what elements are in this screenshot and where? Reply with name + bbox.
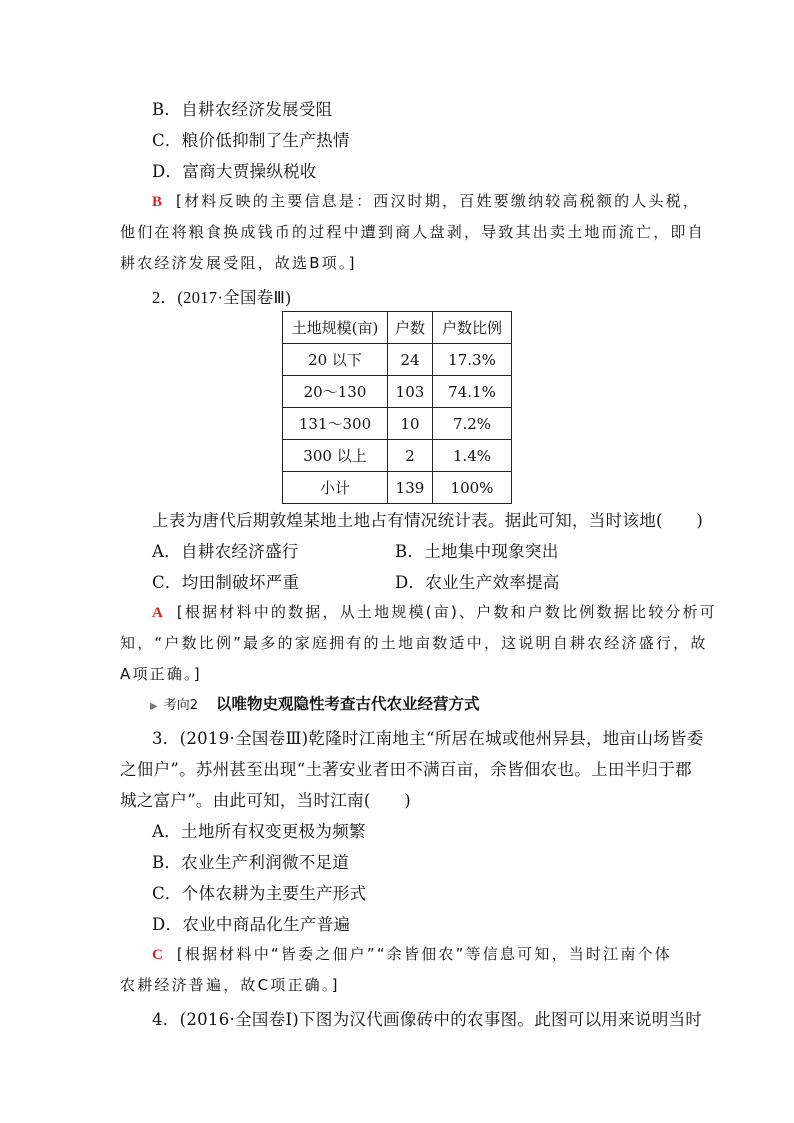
q3-explanation-line-2: 农耕经济普遍，故C项正确。] xyxy=(120,976,340,994)
table-cell: 1.4% xyxy=(433,440,512,472)
q1-option-c: C．粮价低抑制了生产热情 xyxy=(152,131,350,150)
table-cell: 100% xyxy=(433,472,512,504)
q3-stem-line-3: 城之富户”。由此可知，当时江南( ) xyxy=(120,791,412,810)
q1-option-d: D．富商大贾操纵税收 xyxy=(152,162,317,181)
table-cell: 2 xyxy=(388,440,433,472)
table-cell: 139 xyxy=(388,472,433,504)
q2-stem: 上表为唐代后期敦煌某地土地占有情况统计表。据此可知，当时该地( ) xyxy=(152,511,704,530)
table-cell: 10 xyxy=(388,408,433,440)
q3-option-c: C．个体农耕为主要生产形式 xyxy=(152,884,367,903)
table-cell: 20～130 xyxy=(283,376,388,408)
table-header-row xyxy=(283,312,512,344)
section-tag: 考向2 xyxy=(163,698,198,713)
table-row xyxy=(283,472,512,504)
q1-explanation-line-1: B [材料反映的主要信息是：西汉时期，百姓要缴纳较高税额的人头税， xyxy=(152,192,701,210)
table-header-cell: 户数 xyxy=(388,312,433,344)
q2-explanation-line-3: A项正确。] xyxy=(120,665,202,683)
q1-explanation-line-3: 耕农经济发展受阻，故选B项。] xyxy=(120,254,357,272)
table-cell: 300 以上 xyxy=(283,440,388,472)
table-row xyxy=(283,344,512,376)
table-cell: 74.1% xyxy=(433,376,512,408)
table-cell: 131～300 xyxy=(283,408,388,440)
q1-answer-letter: B xyxy=(152,194,163,210)
section-title: 以唯物史观隐性考查古代农业经营方式 xyxy=(215,695,480,713)
q2-explanation-line-1: A [根据材料中的数据，从土地规模(亩)、户数和户数比例数据比较分析可 xyxy=(152,603,718,621)
q3-option-a: A．土地所有权变更极为频繁 xyxy=(152,822,366,841)
q2-answer-letter: A xyxy=(152,605,163,621)
table-cell: 小计 xyxy=(283,472,388,504)
q3-answer-letter: C xyxy=(152,947,163,963)
q2-option-b: B．土地集中现象突出 xyxy=(395,542,559,561)
q2-option-d: D．农业生产效率提高 xyxy=(395,573,560,592)
q3-option-d: D．农业中商品化生产普遍 xyxy=(152,915,351,934)
q2-option-c: C．均田制破坏严重 xyxy=(152,573,300,592)
table-cell: 7.2% xyxy=(433,408,512,440)
triangle-icon: ▶ xyxy=(150,701,158,712)
section-heading xyxy=(150,692,480,714)
table-header-cell: 户数比例 xyxy=(433,312,512,344)
q3-explanation-line-1: C [根据材料中“皆委之佃户”“余皆佃农”等信息可知，当时江南个体 xyxy=(152,945,672,963)
land-tenure-table xyxy=(282,311,512,504)
table-cell: 17.3% xyxy=(433,344,512,376)
q3-option-b: B．农业生产利润微不足道 xyxy=(152,853,350,872)
table-cell: 103 xyxy=(388,376,433,408)
q3-stem-line-2: 之佃户”。苏州甚至出现“土著安业者田不满百亩，余皆佃农也。上田半归于郡 xyxy=(120,760,692,779)
table-header-cell: 土地规模(亩) xyxy=(283,312,388,344)
table-row xyxy=(283,440,512,472)
q4-stem-line-1: 4．(2016·全国卷Ⅰ)下图为汉代画像砖中的农事图。此图可以用来说明当时 xyxy=(152,1010,703,1029)
table-row xyxy=(283,376,512,408)
q2-header: 2．(2017·全国卷Ⅲ) xyxy=(152,288,292,307)
table-cell: 24 xyxy=(388,344,433,376)
table-row xyxy=(283,408,512,440)
q1-option-b: B．自耕农经济发展受阻 xyxy=(152,100,333,119)
q3-stem-line-1: 3．(2019·全国卷Ⅲ)乾隆时江南地主“所居在城或他州异县，地亩山场皆委 xyxy=(152,729,704,748)
q2-explanation-line-2: 知，“户数比例”最多的家庭拥有的土地亩数适中，这说明自耕农经济盛行，故 xyxy=(120,634,708,652)
q1-explanation-line-2: 他们在将粮食换成钱币的过程中遭到商人盘剥，导致其出卖土地而流亡，即自 xyxy=(120,223,705,241)
table-cell: 20 以下 xyxy=(283,344,388,376)
q2-option-a: A．自耕农经济盛行 xyxy=(152,542,299,561)
